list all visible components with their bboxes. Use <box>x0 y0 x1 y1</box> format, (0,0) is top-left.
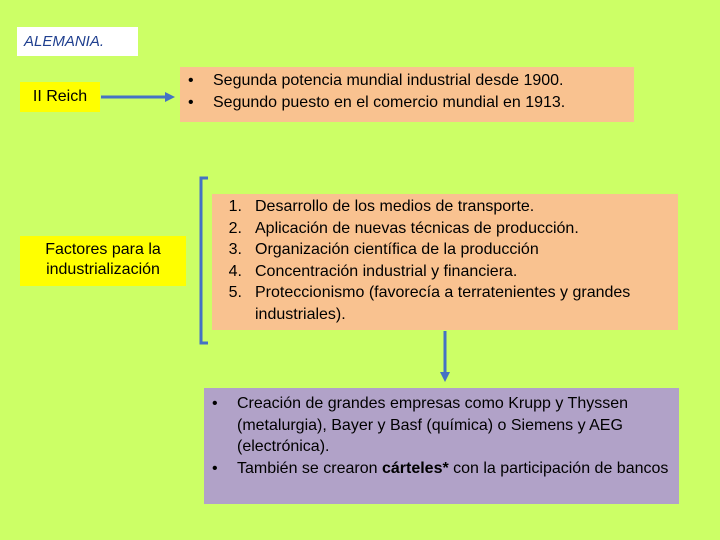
factors-label-line2: industrialización <box>46 261 160 278</box>
reich-fact-text: Segunda potencia mundial industrial desde 1900. <box>213 72 564 89</box>
factor-text: Proteccionismo (favorecía a terratenientes y grandes industriales). <box>255 284 631 323</box>
bullet-mark: • <box>212 459 218 477</box>
number-mark: 5. <box>228 284 242 301</box>
consequence-text-part: con la participación de bancos <box>448 459 669 477</box>
carteles-term: cárteles* <box>381 459 449 477</box>
consequence-text-part: También se crearon <box>237 459 382 477</box>
factors-label-line1: Factores para la <box>45 241 161 258</box>
bullet-mark: • <box>188 72 194 89</box>
factor-text: Concentración industrial y financiera. <box>255 262 518 280</box>
bullet-mark: • <box>188 93 194 111</box>
bullet-mark: • <box>212 395 218 412</box>
factor-text: Aplicación de nuevas técnicas de producción. <box>255 219 579 237</box>
factors-bracket <box>201 178 208 343</box>
number-mark: 3. <box>228 241 242 258</box>
number-mark: 1. <box>228 198 242 215</box>
factor-text: Organización científica de la producción <box>255 241 539 258</box>
consequence-text: Creación de grandes empresas como Krupp y Thyssen (metalurgia), Bayer y Basf (química) o Siemens y AEG (electrónica). <box>237 395 629 455</box>
page-title: ALEMANIA. <box>17 27 138 56</box>
number-mark: 4. <box>228 262 242 280</box>
reich-fact-text: Segundo puesto en el comercio mundial en 1913. <box>213 93 566 111</box>
ii-reich-label: II Reich <box>20 82 100 112</box>
factor-text: Desarrollo de los medios de transporte. <box>255 198 535 215</box>
number-mark: 2. <box>228 219 242 237</box>
